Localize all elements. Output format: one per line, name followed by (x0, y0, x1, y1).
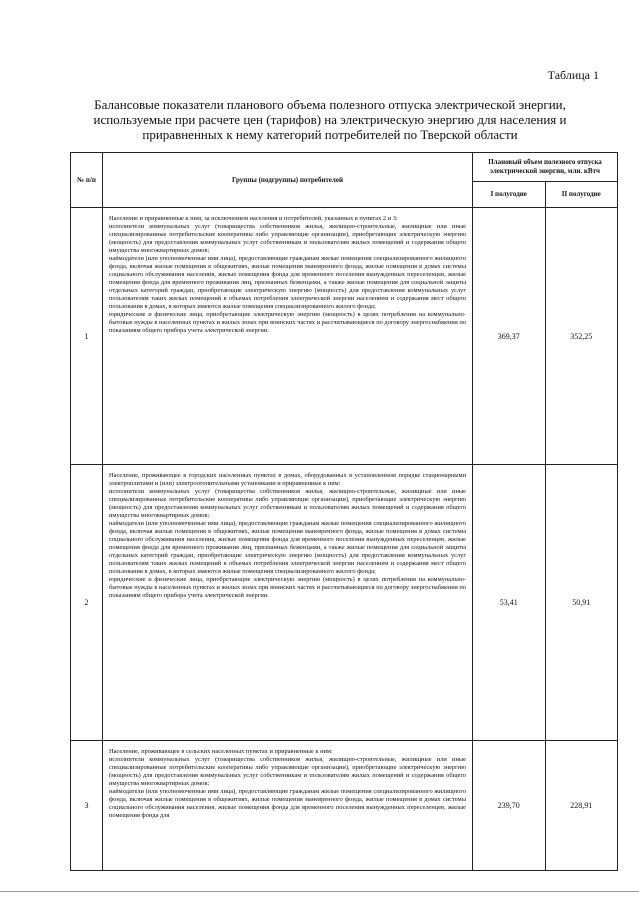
row-paragraph: Население, проживающее в сельских населенных пунктах и приравненные к ним: (109, 748, 333, 755)
row-paragraph: Население, проживающее в городских населенных пунктах в домах, оборудованных в установленном порядке стационарными электроплитами и (или) электроотопительными установками и приравненные к ним: (109, 472, 466, 487)
table-row (71, 741, 618, 871)
header-groups: Группы (подгруппы) потребителей (103, 153, 473, 208)
row-number: 2 (71, 465, 103, 741)
header-row (71, 153, 618, 182)
header-half1: I полугодие (473, 182, 546, 208)
row-number: 3 (71, 741, 103, 871)
page-bottom-divider (0, 891, 639, 892)
row-paragraph: юридические и физические лица, приобретающие электрическую энергию (мощность) в целях потребления на коммунально-бытовые нужды в населенных пунктах и жилых зонах при воинских частях и рассчитывающиеся по договору энергоснабжения по показаниям общего прибора учета электрической энергии. (109, 576, 466, 599)
row-paragraph: наймодатели (или уполномоченные ими лица), предоставляющие гражданам жилые помещения специализированного жилищного фонда, включая жилые помещения в общежитиях, жилые помещения маневренного фонда, жилые помещения в домах системы социального обслуживания населения, жилые помещения фонда для временного поселения вынужденных переселенцев, жилые помещения фонда для временного проживания лиц, признанных беженцами, а также жилые помещения для социальной защиты отдельных категорий граждан, приобретающие электрическую энергию (мощность) для предоставления коммунальных услуг пользователям таких жилых помещений в объемах потребления электрической энергии населением и содержания мест общего пользования в домах, в которых имеются жилые помещения специализированного жилого фонда; (109, 255, 466, 310)
row-half2-value: 352,25 (545, 208, 618, 465)
table-row (71, 208, 618, 465)
table-label: Таблица 1 (547, 68, 599, 82)
row-paragraph: исполнители коммунальных услуг (товарищества собственников жилья, жилищно-строительные, жилищные или иные специализированные потребительские кооперативы либо управляющие организации), приобретающие электрическую энергию (мощность) для предоставления коммунальных услуг собственникам и пользователям жилых помещений и содержания общего имущества многоквартирных домов; (109, 488, 466, 519)
row-half1-value: 369,37 (473, 208, 546, 465)
row-number: 1 (71, 208, 103, 465)
tariff-balance-table (70, 152, 618, 871)
row-paragraph: исполнители коммунальных услуг (товарищества собственников жилья, жилищно-строительные, жилищные или иные специализированные потребительские кооперативы либо управляющие организации), приобретающие электрическую энергию (мощность) для предоставления коммунальных услуг собственникам и пользователям жилых помещений и содержания общего имущества многоквартирных домов; (109, 223, 466, 254)
header-volume: Плановый объем полезного отпуска электрической энергии, млн. кВтч (473, 153, 618, 182)
row-paragraph: юридические и физические лица, приобретающие электрическую энергию (мощность) в целях потребления на коммунально-бытовые нужды в населенных пунктах и жилых зонах при воинских частях и рассчитывающиеся по договору энергоснабжения по показаниям общего прибора учета электрической энергии. (109, 311, 466, 334)
header-num: № п/п (71, 153, 103, 208)
table-row (71, 465, 618, 741)
row-paragraph: наймодатели (или уполномоченные ими лица), предоставляющие гражданам жилые помещения специализированного жилищного фонда, включая жилые помещения в общежитиях, жилые помещения маневренного фонда, жилые помещения в домах системы социального обслуживания населения, жилые помещения фонда для временного поселения вынужденных переселенцев, жилые помещения фонда для временного проживания лиц, признанных беженцами, а также жилые помещения для социальной защиты отдельных категорий граждан, приобретающие электрическую энергию (мощность) для предоставления коммунальных услуг пользователям таких жилых помещений в объемах потребления электрической энергии населением и содержания мест общего пользования в домах, в которых имеются жилые помещения специализированного жилого фонда; (109, 520, 466, 575)
row-half2-value: 228,91 (545, 741, 618, 871)
row-half1-value: 239,70 (473, 741, 546, 871)
document-title: Балансовые показатели планового объема полезного отпуска электрической энергии, используемые при расчете цен (тарифов) на электрическую энергию для населения и приравненных к нему категорий потребителей по Тверской области (93, 97, 567, 142)
row-description (103, 465, 473, 741)
row-half1-value: 53,41 (473, 465, 546, 741)
row-paragraph: Население и приравненные к ним, за исключением населения и потребителей, указанных в пунктах 2 и 3: (109, 215, 398, 222)
row-description (103, 208, 473, 465)
row-description (103, 741, 473, 871)
row-half2-value: 50,91 (545, 465, 618, 741)
row-paragraph: наймодатели (или уполномоченные ими лица), предоставляющие гражданам жилые помещения специализированного жилищного фонда, включая жилые помещения в общежитиях, жилые помещения маневренного фонда, жилые помещения в домах системы социального обслуживания населения, жилые помещения фонда для временного поселения вынужденных переселенцев, жилые помещения фонда для (109, 788, 466, 819)
row-paragraph: исполнители коммунальных услуг (товарищества собственников жилья, жилищно-строительные, жилищные или иные специализированные потребительские кооперативы либо управляющие организации), приобретающие электрическую энергию (мощность) для предоставления коммунальных услуг собственникам и пользователям жилых помещений и содержания общего имущества многоквартирных домов; (109, 756, 466, 787)
header-half2: II полугодие (545, 182, 618, 208)
